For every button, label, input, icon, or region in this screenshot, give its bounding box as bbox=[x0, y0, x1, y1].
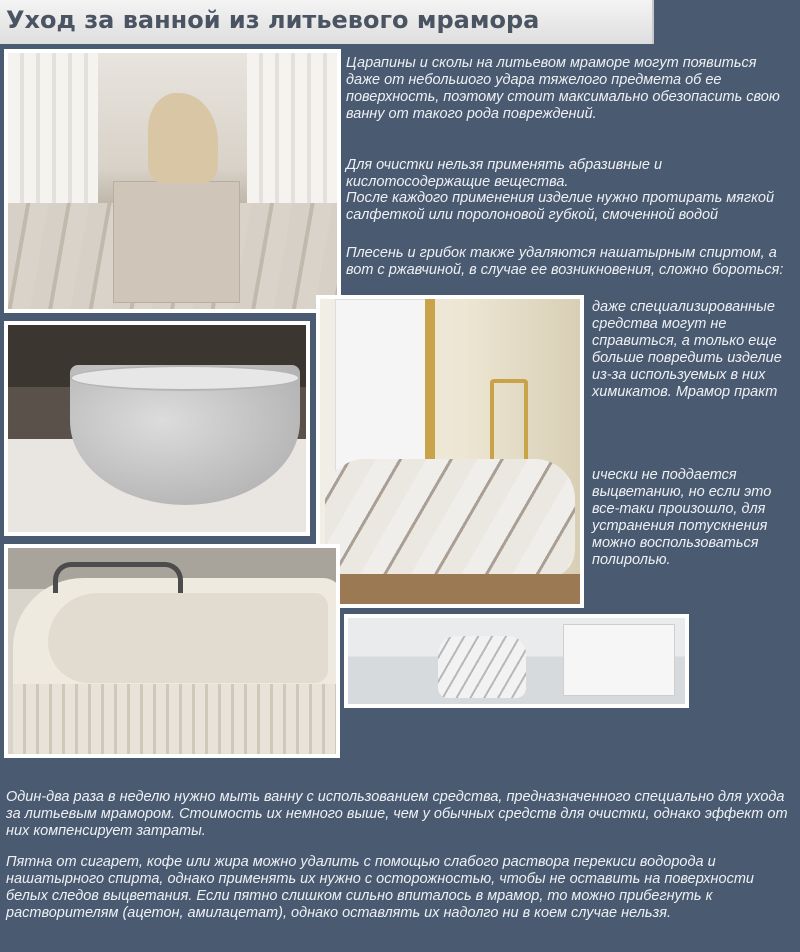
vanity-cabinet bbox=[563, 624, 675, 696]
title-bar bbox=[0, 0, 654, 44]
wood-floor bbox=[320, 574, 580, 604]
photo-clawfoot-marble-bath bbox=[316, 295, 584, 608]
paragraph-rust-continued: даже специализированные средства могут не справиться, а только еще больше повредить изделие из-за используемых в них химикатов. Мрамор практ bbox=[592, 299, 782, 400]
paragraph-weekly-wash: Один-два раза в неделю нужно мыть ванну с использованием средства, предназначенного специально для ухода за литьевым мрамором. Стоимость их немного выше, чем у обычных средств для очистки, однако эффект от них компенсирует затраты. bbox=[6, 789, 788, 839]
paragraph-stains: Пятна от сигарет, кофе или жира можно удалить с помощью слабого раствора перекиси водорода и нашатырного спирта, однако применять их нужно с осторожностью, чтобы не оставить на поверхности белых следов выцветания. Если пятно слишком сильно впиталось в мрамор, то можно прибегнуть к растворителям (ацетон, амилацетат), однако оставлять их надолго ни в коем случае нельзя. bbox=[6, 854, 754, 921]
carved-tub-basin bbox=[48, 593, 328, 683]
freestanding-tub bbox=[438, 636, 526, 698]
photo-round-marble-tub bbox=[4, 321, 310, 536]
page-title: Уход за ванной из литьевого мрамора bbox=[6, 6, 540, 34]
clawfoot-tub bbox=[325, 459, 575, 579]
photo-carved-marble-bath bbox=[4, 544, 340, 758]
pedestal bbox=[113, 181, 240, 303]
horse-statue bbox=[148, 93, 218, 183]
paragraph-mold-rust: Плесень и грибок также удаляются нашатырным спиртом, а вот с ржавчиной, в случае ее возникновения, сложно бороться: bbox=[346, 245, 784, 278]
gold-curtain-pole bbox=[425, 299, 435, 469]
window bbox=[335, 299, 427, 471]
paragraph-cleaning-agents: Для очистки нельзя применять абразивные и кислотосодержащие вещества. bbox=[346, 157, 663, 190]
photo-marble-bath-horse-statue bbox=[4, 49, 341, 313]
faucet-spout bbox=[53, 562, 183, 593]
carved-tub-flutes bbox=[13, 684, 340, 754]
photo-white-bathroom bbox=[344, 614, 689, 708]
paragraph-fading: ически не поддается выцветанию, но если это все-таки произошло, для устранения потускнения можно воспользоваться полиролью. bbox=[592, 467, 772, 568]
curtain-left bbox=[8, 53, 98, 203]
round-tub-rim bbox=[70, 365, 300, 391]
curtain-right bbox=[247, 53, 337, 203]
paragraph-scratches: Царапины и сколы на литьевом мраморе могут появиться даже от небольшого удара тяжелого предмета об ее поверхность, поэтому стоит максимально обезопасить свою ванну от такого рода повреждений. bbox=[346, 55, 780, 122]
paragraph-wiping: После каждого применения изделие нужно протирать мягкой салфеткой или поролоновой губкой, смоченной водой bbox=[346, 190, 775, 223]
